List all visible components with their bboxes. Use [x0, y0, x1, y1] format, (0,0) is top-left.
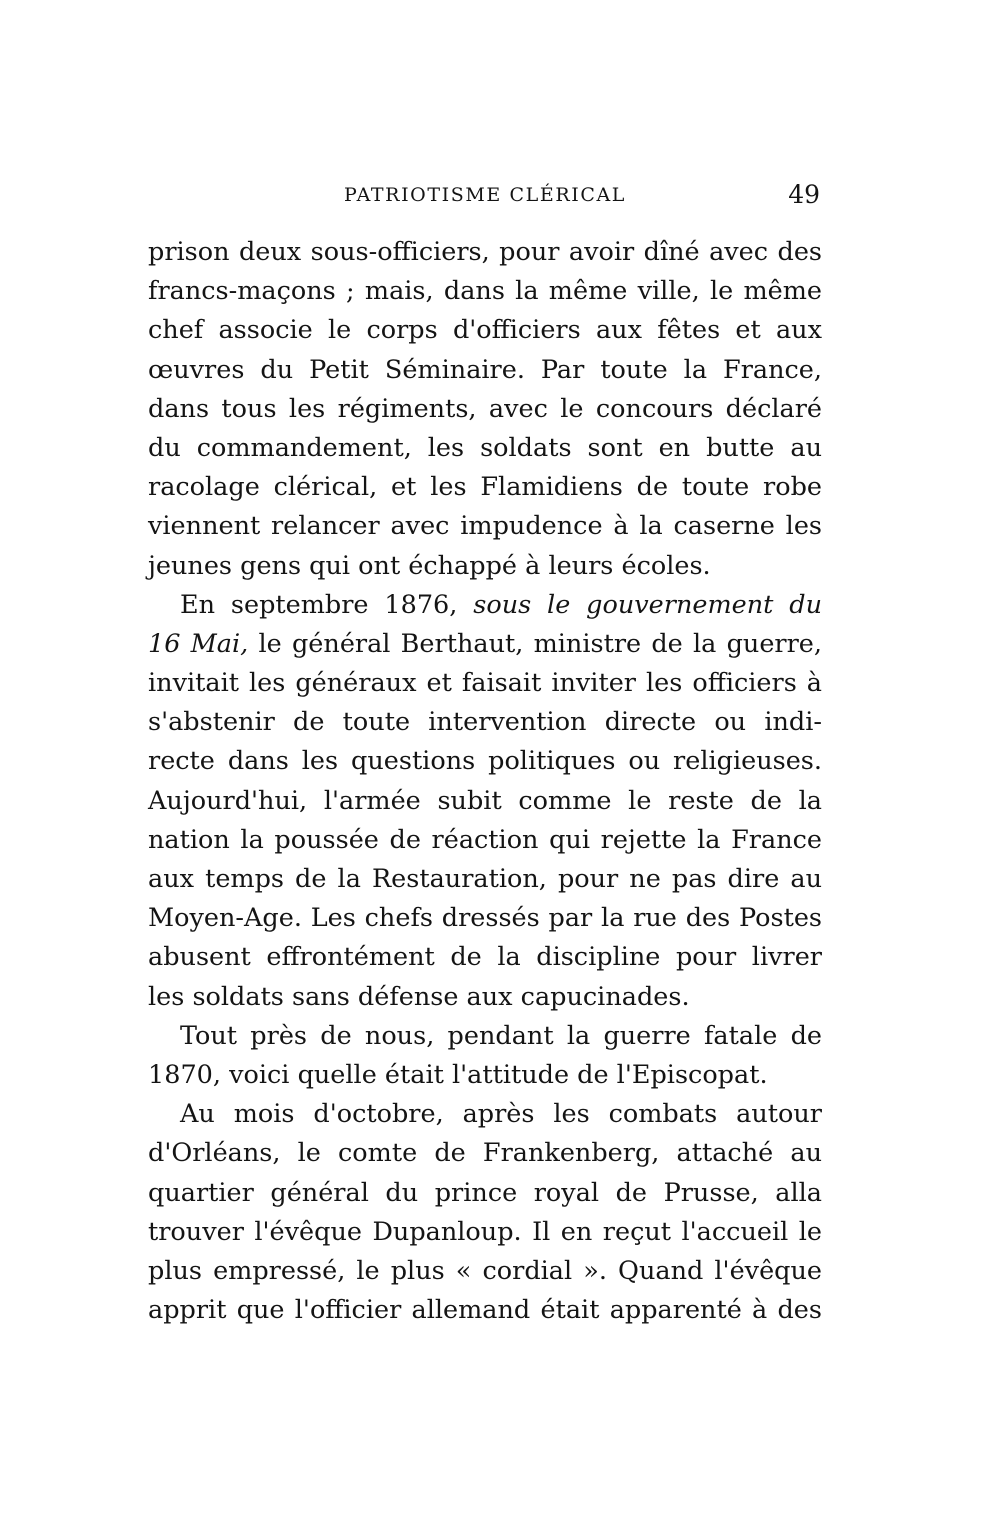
- text-line: prison deux sous-officiers, pour avoir dîné avec des: [148, 237, 822, 267]
- text-line: les soldats sans défense aux capucinades.: [148, 981, 690, 1012]
- page-number: 49: [788, 180, 820, 209]
- text-line: d'Orléans, le comte de Frankenberg, attaché au: [148, 1138, 822, 1169]
- italic-phrase: sous le gouvernement du: [473, 589, 823, 620]
- text-line: aux temps de la Restauration, pour ne pas dire au: [148, 864, 822, 894]
- text-line: apprit que l'officier allemand était apparenté à des: [148, 1295, 822, 1326]
- text-line: viennent relancer avec impudence à la caserne les: [148, 511, 822, 542]
- text-line: Aujourd'hui, l'armée subit comme le reste de la: [148, 785, 822, 816]
- text-line: Au mois d'octobre, après les combats autour: [180, 1099, 822, 1130]
- text-line: s'abstenir de toute intervention directe ou indi-: [148, 707, 822, 738]
- running-title: PATRIOTISME CLÉRICAL: [343, 184, 627, 206]
- text-line: recte dans les questions politiques ou religieuses.: [148, 746, 822, 777]
- text-line: 1870, voici quelle était l'attitude de l'Episcopat.: [148, 1059, 768, 1090]
- running-header: [148, 180, 822, 220]
- text-line: quartier général du prince royal de Prusse, alla: [148, 1177, 822, 1208]
- text-line: [148, 586, 822, 625]
- text-line: Tout près de nous, pendant la guerre fatale de: [180, 1020, 822, 1051]
- text-segment: le général Berthaut, ministre de la guerre,: [258, 628, 822, 659]
- text-line: [148, 625, 822, 664]
- text-line: francs-maçons ; mais, dans la même ville, le même: [148, 276, 822, 307]
- text-line: plus empressé, le plus « cordial ». Quand l'évêque: [148, 1255, 822, 1286]
- text-line: chef associe le corps d'officiers aux fêtes et aux: [148, 315, 822, 346]
- text-line: Moyen-Age. Les chefs dressés par la rue des Postes: [148, 903, 822, 934]
- text-line: racolage clérical, et les Flamidiens de toute robe: [148, 472, 822, 503]
- text-line: abusent effrontément de la discipline pour livrer: [148, 942, 822, 973]
- text-line: trouver l'évêque Dupanloup. Il en reçut l'accueil le: [148, 1216, 822, 1247]
- text-line: du commandement, les soldats sont en butte au: [148, 432, 822, 463]
- text-line: nation la poussée de réaction qui rejette la France: [148, 824, 822, 855]
- text-line: invitait les généraux et faisait inviter les officiers à: [148, 668, 822, 699]
- text-line: œuvres du Petit Séminaire. Par toute la France,: [148, 354, 822, 385]
- text-segment: En septembre 1876,: [180, 589, 458, 620]
- italic-phrase: 16 Mai,: [148, 628, 249, 659]
- text-line: jeunes gens qui ont échappé à leurs écoles.: [148, 550, 711, 581]
- text-line: dans tous les régiments, avec le concours déclaré: [148, 393, 822, 424]
- body-text: [148, 233, 822, 1330]
